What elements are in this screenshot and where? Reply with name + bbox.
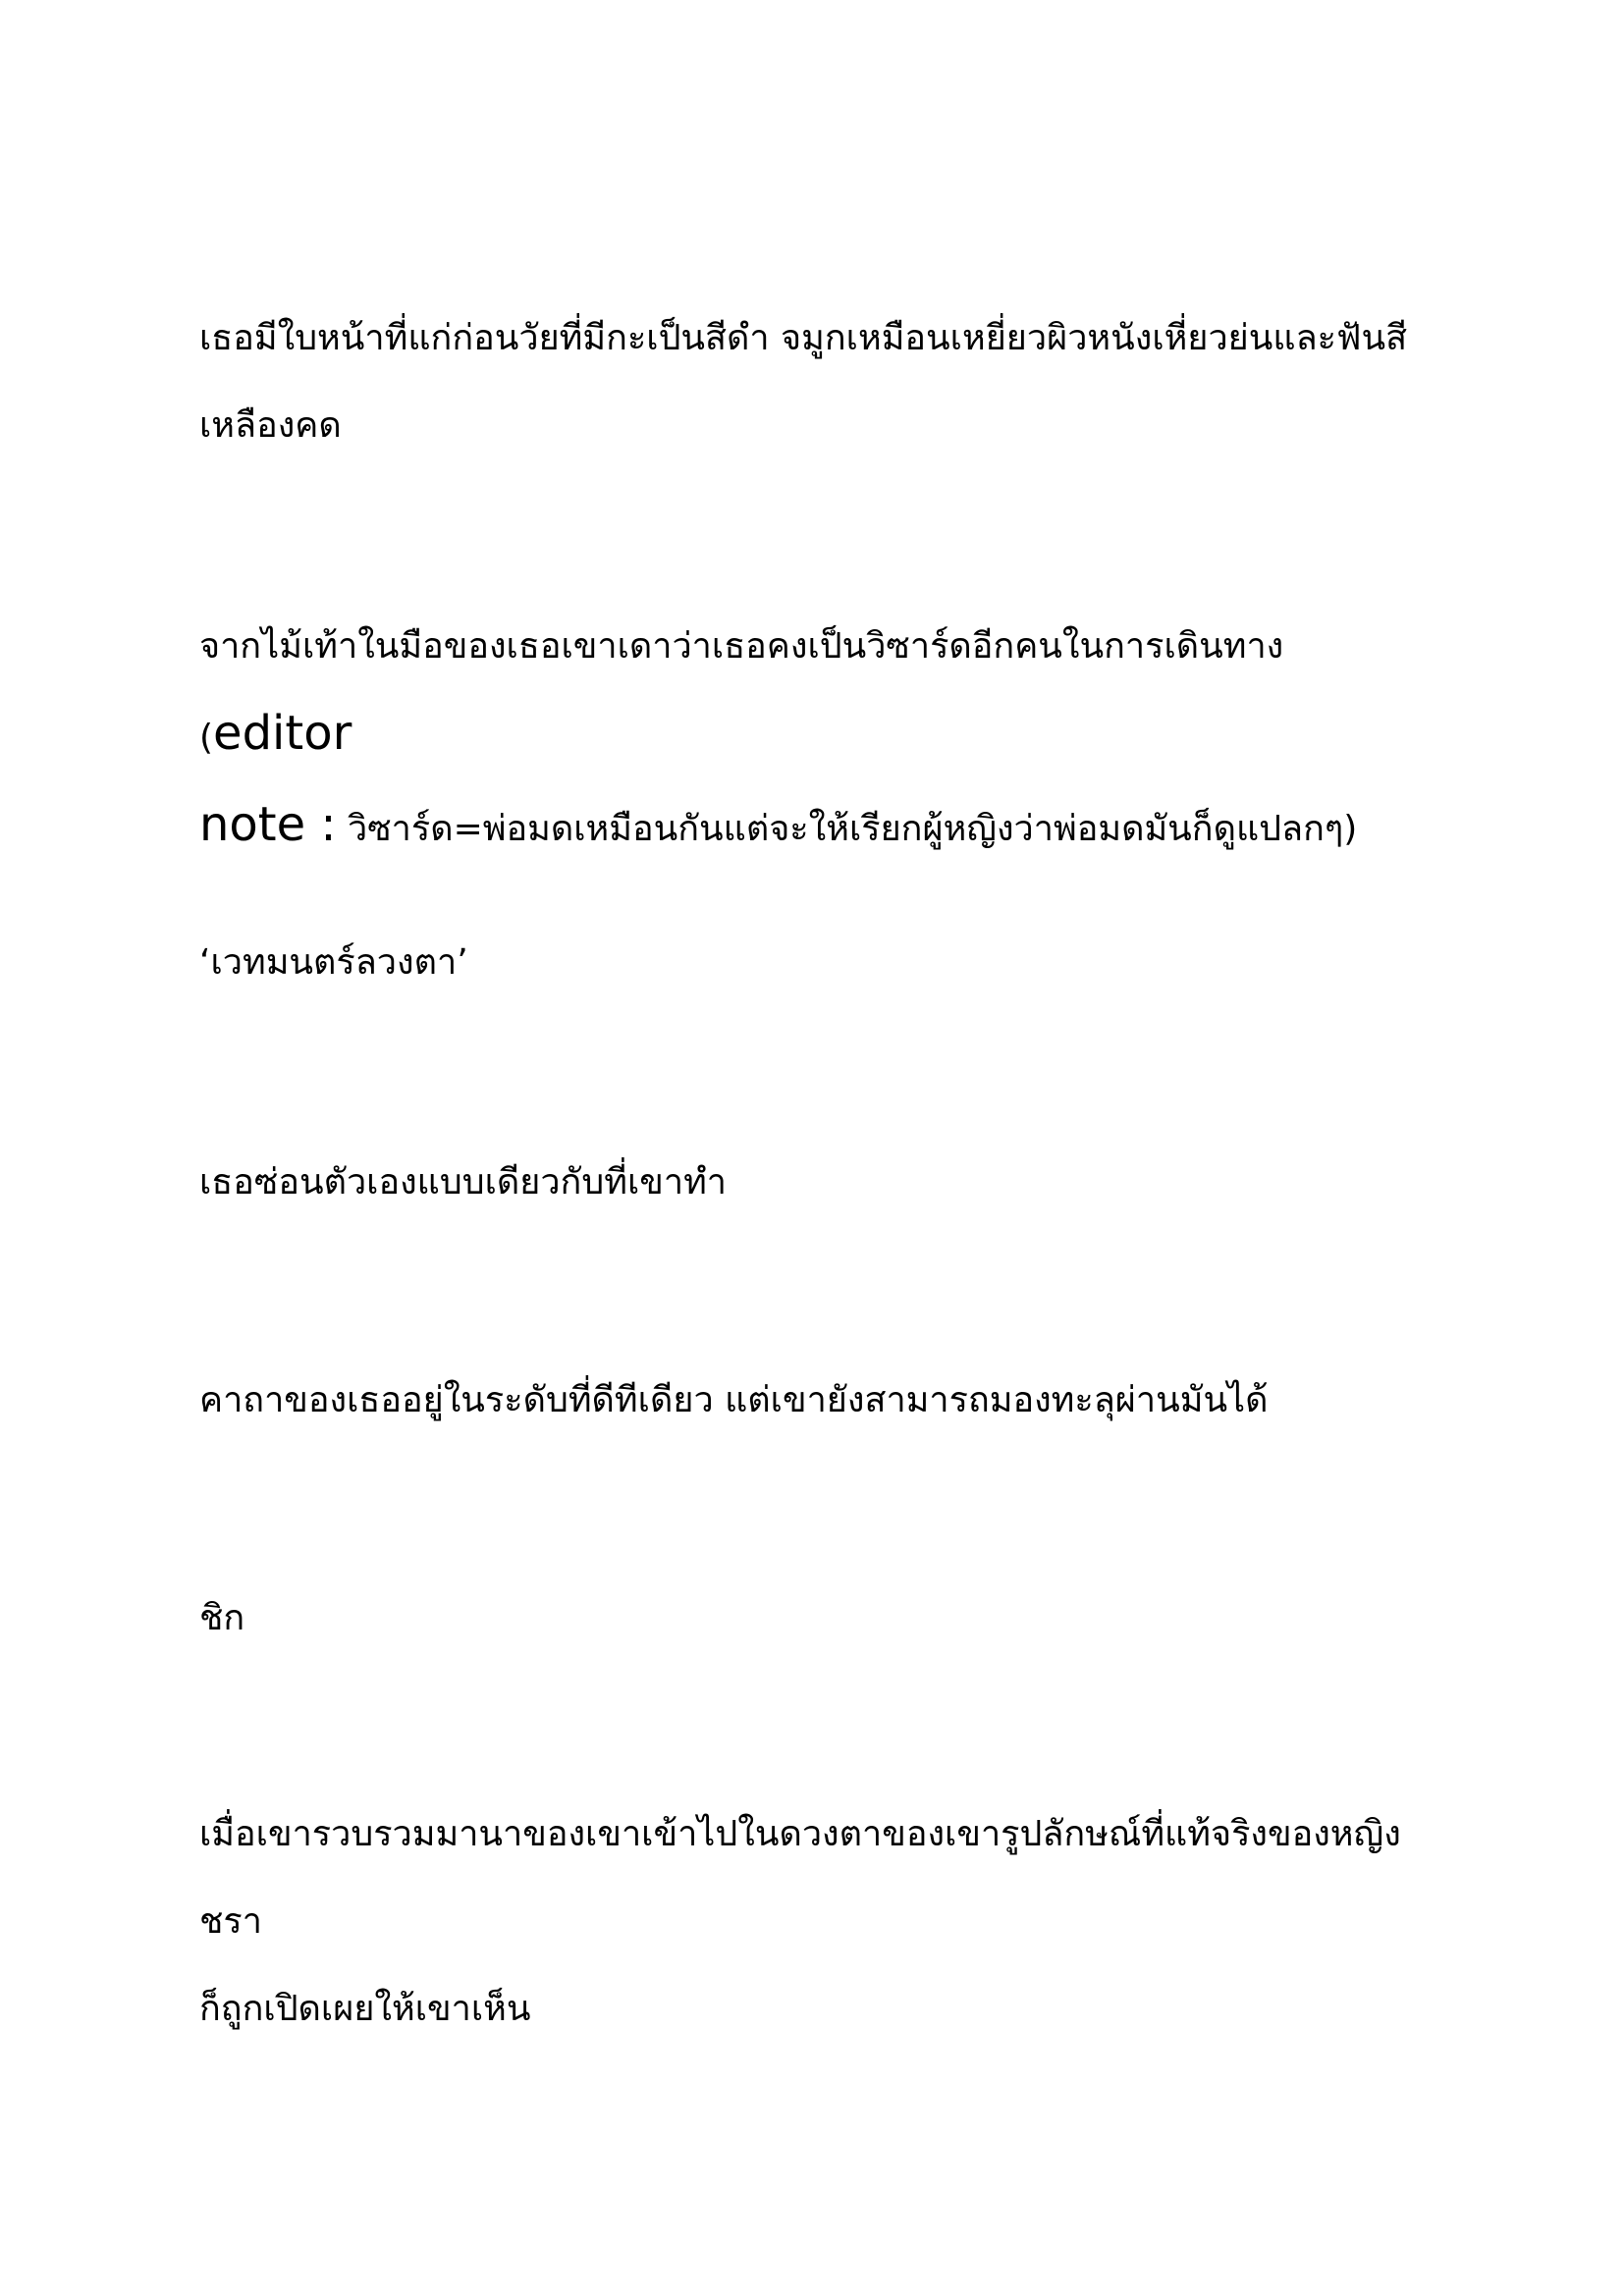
paragraph-spell-level [199,1357,1436,1444]
paragraph-line: ก็ถูกเปิดเผยให้เขาเห็น [199,1989,531,2029]
paragraph-old-woman-description [199,294,1436,469]
paragraph-illusion-magic [199,919,1436,1006]
paragraph-true-form-revealed [199,1790,1436,2053]
paragraph-text: จากไม้เท้าในมือของเธอเขาเดาว่าเธอคงเป็นวิซาร์ดอีกคนในการเดินทาง ( [199,626,1284,758]
paragraph-text: เธอซ่อนตัวเองแบบเดียวกับที่เขาทำ [199,1162,728,1202]
paragraph-text: ‘เวทมนตร์ลวงตา’ [199,942,468,983]
paragraph-line: เหลืองคด [199,405,342,446]
paragraph-line: เมื่อเขารวบรวมมานาของเขาเข้าไปในดวงตาของเขารูปลักษณ์ที่แท้จริงของหญิงชรา [199,1814,1401,1942]
paragraph-hiding [199,1139,1436,1226]
paragraph-tsk [199,1575,1436,1662]
paragraph-staff-wizard-note [199,603,1436,873]
paragraph-text: ชิก [199,1598,245,1638]
editor-label: editor [213,706,352,761]
note-label: note : [199,797,337,852]
paragraph-line: เธอมีใบหน้าที่แก่ก่อนวัยที่มีกะเป็นสีดำ จมูกเหมือนเหยี่ยวผิวหนังเหี่ยวย่นและฟันสี [199,318,1408,358]
editor-note-text: วิซาร์ด=พ่อมดเหมือนกันแต่จะให้เรียกผู้หญิงว่าพ่อมดมันก็ดูแปลกๆ) [336,809,1358,849]
paragraph-text: คาถาของเธออยู่ในระดับที่ดีทีเดียว แต่เขายังสามารถมองทะลุผ่านมันได้ [199,1380,1269,1420]
